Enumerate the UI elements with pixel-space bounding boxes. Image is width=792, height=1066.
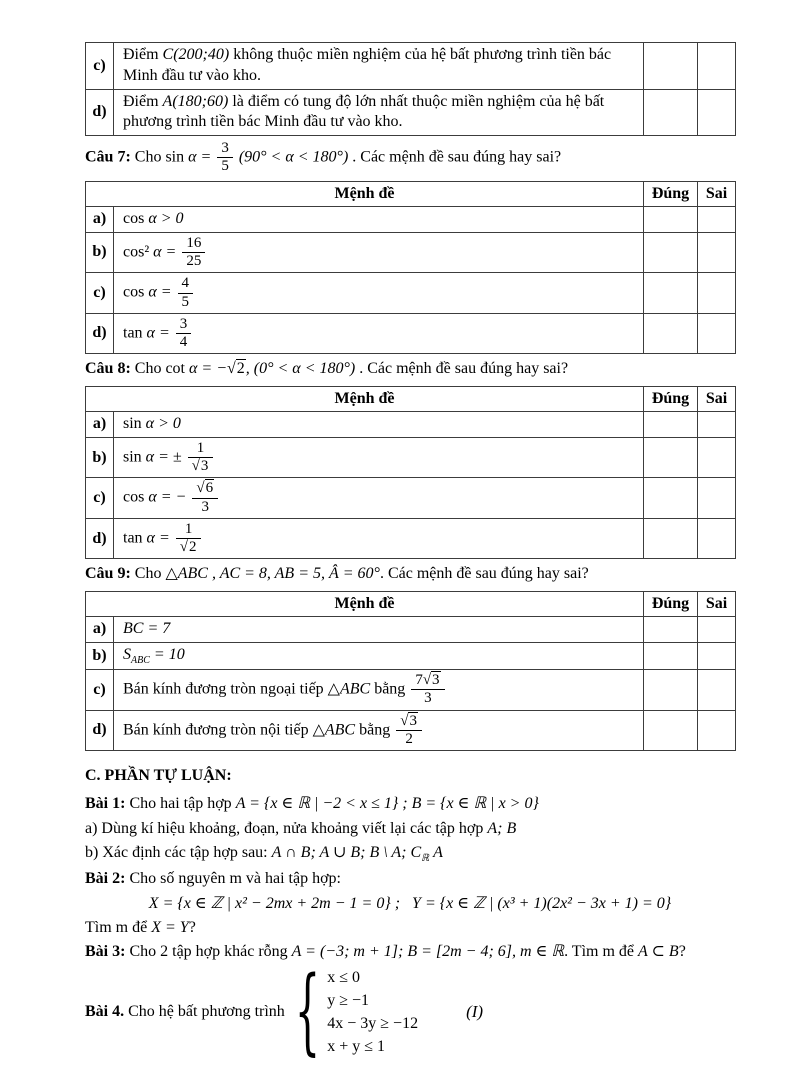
math-expression: X = Y: [151, 918, 189, 936]
statement-table-q7: [85, 181, 736, 355]
answer-cell-true: [644, 710, 698, 751]
sqrt-radicand: 2: [188, 539, 197, 556]
math-function: sin: [123, 448, 142, 466]
sqrt: [423, 671, 441, 688]
fraction: [176, 275, 196, 311]
statement-table-previous: [85, 42, 736, 136]
statement-header: Mệnh đề: [86, 386, 644, 411]
question-text: . Các mệnh đề sau đúng hay sai?: [352, 148, 562, 166]
math-expression: BC = 7: [123, 620, 171, 638]
statement-cell: [114, 617, 644, 643]
math-function: tan: [123, 324, 143, 342]
question-text: Cho: [134, 565, 162, 583]
math-function: tan: [123, 529, 143, 547]
statement-cell: [114, 710, 644, 751]
row-label: d): [86, 710, 114, 751]
problem-1-line: [85, 793, 735, 815]
statement-cell: [114, 207, 644, 233]
fraction: [180, 235, 207, 271]
table-row: [86, 89, 736, 136]
sqrt: [227, 359, 246, 377]
answer-cell-false: [698, 518, 736, 559]
table-row: [86, 412, 736, 438]
problem-number: Bài 2:: [85, 870, 126, 888]
answer-cell-false: [698, 313, 736, 354]
sqrt-radicand: 2: [236, 360, 245, 378]
answer-cell-false: [698, 207, 736, 233]
question-number: Câu 9:: [85, 565, 131, 583]
math-expression: A; B: [487, 819, 517, 837]
math-expression: α > 0: [148, 210, 184, 228]
fraction-numerator: 1: [188, 440, 214, 458]
problem-text: Cho số nguyên m và hai tập hợp:: [129, 870, 341, 888]
math-expression: α = −: [189, 360, 227, 378]
answer-cell-true: [644, 313, 698, 354]
row-label: b): [86, 437, 114, 478]
problem-3-line: [85, 941, 735, 963]
statement-cell: [114, 478, 644, 519]
false-header: Sai: [698, 181, 736, 206]
row-label: d): [86, 518, 114, 559]
statement-cell: [114, 437, 644, 478]
fraction-numerator: [411, 672, 444, 690]
statement-cell: [114, 273, 644, 314]
math-expression: C(200;40): [162, 46, 230, 63]
math-expression: Y = {x ∈ ℤ | (x³ + 1)(2x² − 3x + 1) = 0}: [412, 894, 672, 912]
system-brace: {: [294, 958, 321, 1066]
answer-cell-true: [644, 232, 698, 273]
statement-text: bằng: [374, 680, 406, 698]
row-label: c): [86, 670, 114, 711]
statement-header: Mệnh đề: [86, 591, 644, 616]
table-row: [86, 437, 736, 478]
statement-cell: [114, 313, 644, 354]
math-expression: △ABC , AC = 8, AB = 5, Â = 60°: [165, 565, 380, 583]
fraction: [190, 480, 220, 516]
math-expression: α > 0: [145, 415, 181, 433]
answer-cell-false: [698, 89, 736, 136]
fraction: [215, 140, 235, 176]
fraction-numerator: [192, 480, 218, 498]
fraction: [174, 521, 204, 557]
sqrt-radicand: 3: [432, 672, 440, 689]
system-line: x ≤ 0: [327, 968, 361, 986]
system-line: y ≥ −1: [327, 991, 370, 1009]
math-subscript: ABC: [131, 655, 150, 667]
problem-2-question: [85, 917, 735, 939]
problem-number: Bài 4.: [85, 1002, 125, 1020]
statement-text: Bán kính đương tròn nội tiếp: [123, 720, 309, 738]
fraction: [174, 316, 194, 352]
math-expression: (90° < α < 180°): [238, 148, 349, 166]
sqrt-radicand: 6: [205, 480, 214, 497]
table-row: [86, 670, 736, 711]
problem-2-line: [85, 868, 735, 890]
math-function: sin: [123, 415, 142, 433]
problem-4-line: [85, 958, 735, 1066]
table-row: [86, 710, 736, 751]
math-function: sin: [165, 148, 185, 166]
row-label: c): [86, 478, 114, 519]
problem-1-item-a: [85, 818, 735, 840]
answer-cell-false: [698, 412, 736, 438]
sqrt-radicand: 3: [200, 458, 209, 475]
fraction-denominator: 3: [201, 498, 209, 515]
answer-cell-false: [698, 643, 736, 670]
fraction-numerator: 4: [178, 275, 194, 293]
answer-cell-true: [644, 478, 698, 519]
math-function: cot: [165, 360, 185, 378]
answer-cell-true: [644, 617, 698, 643]
table-row: [86, 617, 736, 643]
math-expression: A ∩ B; A ∪ B; B \ A; C: [271, 844, 422, 862]
table-row: [86, 207, 736, 233]
math-expression: A = {x ∈ ℝ | −2 < x ≤ 1} ; B = {x ∈ ℝ | x > 0}: [235, 795, 539, 813]
statement-table-q9: [85, 591, 736, 751]
math-expression: △ABC: [327, 680, 371, 698]
answer-cell-true: [644, 670, 698, 711]
question-9-line: [85, 563, 735, 585]
system-label: (I): [466, 1002, 484, 1022]
statement-text: bằng: [359, 720, 391, 738]
question-7-line: [85, 140, 735, 176]
statement-table-q8: [85, 386, 736, 560]
fraction-numerator: 1: [176, 521, 202, 539]
system-lines: [327, 966, 418, 1059]
statement-text: Bán kính đương tròn ngoại tiếp: [123, 680, 324, 698]
row-label: d): [86, 313, 114, 354]
answer-cell-true: [644, 89, 698, 136]
problem-text: ?: [678, 943, 686, 961]
false-header: Sai: [698, 591, 736, 616]
statement-cell: [114, 643, 644, 670]
row-label: d): [86, 89, 114, 136]
fraction-denominator: [176, 539, 202, 556]
fraction-numerator: [396, 713, 422, 731]
math-expression: α =: [148, 283, 172, 301]
answer-cell-false: [698, 617, 736, 643]
fraction: [409, 672, 446, 708]
problem-text: Cho hai tập hợp: [129, 795, 232, 813]
sqrt: [400, 712, 418, 729]
answer-cell-false: [698, 43, 736, 90]
fraction-denominator: 25: [186, 253, 202, 270]
true-header: Đúng: [644, 591, 698, 616]
fraction-denominator: 5: [181, 293, 190, 310]
math-expression: A = (−3; m + 1]; B = [2m − 4; 6], m ∈ ℝ: [291, 943, 565, 961]
problem-text: . Tìm m để: [564, 943, 635, 961]
statement-text: Điểm: [123, 92, 159, 110]
table-row: [86, 518, 736, 559]
fraction-numerator: 3: [217, 140, 233, 158]
false-header: Sai: [698, 386, 736, 411]
answer-cell-false: [698, 710, 736, 751]
answer-cell-true: [644, 207, 698, 233]
math-function: cos: [123, 283, 145, 301]
fraction: [186, 440, 216, 476]
answer-cell-true: [644, 273, 698, 314]
math-expression: , (0° < α < 180°): [245, 360, 356, 378]
table-row: [86, 273, 736, 314]
row-label: a): [86, 207, 114, 233]
question-number: Câu 7:: [85, 148, 131, 166]
math-expression: α =: [146, 324, 170, 342]
answer-cell-true: [644, 43, 698, 90]
true-header: Đúng: [644, 386, 698, 411]
statement-cell: [114, 89, 644, 136]
row-label: b): [86, 643, 114, 670]
statement-cell: [114, 670, 644, 711]
fraction-numerator: 3: [176, 316, 192, 334]
problem-2-equation: [85, 893, 735, 915]
row-label: c): [86, 273, 114, 314]
question-text: Cho: [134, 360, 162, 378]
row-label: a): [86, 412, 114, 438]
math-expression: α =: [146, 529, 170, 547]
math-expression: = 10: [153, 646, 185, 664]
row-label: a): [86, 617, 114, 643]
question-text: . Các mệnh đề sau đúng hay sai?: [359, 360, 569, 378]
table-row: [86, 643, 736, 670]
sqrt: [180, 538, 198, 555]
math-expression: S: [123, 646, 131, 664]
fraction-denominator: 5: [221, 158, 229, 175]
math-function: cos: [123, 210, 145, 228]
fraction-denominator: 2: [405, 730, 413, 747]
answer-cell-true: [644, 437, 698, 478]
statement-cell: [114, 518, 644, 559]
math-function: cos²: [123, 243, 150, 261]
table-row: [86, 43, 736, 90]
question-text: Cho: [134, 148, 162, 166]
fraction-denominator: [188, 458, 214, 475]
sqrt: [196, 479, 214, 496]
table-header-row: [86, 591, 736, 616]
system-line: 4x − 3y ≥ −12: [327, 1015, 419, 1033]
math-expression: △ABC: [312, 720, 356, 738]
answer-cell-false: [698, 437, 736, 478]
problem-text: Cho hệ bất phương trình: [128, 1002, 285, 1020]
math-function: cos: [123, 488, 145, 506]
system-line: x + y ≤ 1: [327, 1038, 386, 1056]
problem-text: ?: [188, 918, 196, 936]
item-text: b) Xác định các tập hợp sau:: [85, 844, 268, 862]
statement-text: Điểm: [123, 46, 159, 63]
table-row: [86, 313, 736, 354]
math-expression: A ⊂ B: [638, 943, 679, 961]
coefficient: 7: [415, 672, 423, 689]
problem-text: Tìm m để: [85, 918, 148, 936]
question-number: Câu 8:: [85, 360, 131, 378]
table-row: [86, 232, 736, 273]
answer-cell-true: [644, 518, 698, 559]
statement-text: không thuộc miền nghiệm của hệ bất phương trình tiền bác Minh đầu tư vào kho.: [123, 46, 612, 84]
problem-1-item-b: [85, 842, 735, 866]
question-8-line: [85, 358, 735, 380]
sqrt: [192, 457, 210, 474]
answer-cell-true: [644, 412, 698, 438]
fraction: [394, 713, 424, 749]
math-subscript: ℝ: [421, 853, 430, 865]
problem-number: Bài 3:: [85, 943, 126, 961]
statement-header: Mệnh đề: [86, 181, 644, 206]
true-header: Đúng: [644, 181, 698, 206]
answer-cell-false: [698, 232, 736, 273]
math-expression: α =: [153, 243, 177, 261]
table-header-row: [86, 181, 736, 206]
fraction-denominator: 4: [179, 334, 188, 351]
inequality-system: [294, 958, 419, 1066]
fraction-denominator: 3: [424, 690, 432, 707]
statement-text: là điểm có tung độ lớn nhất thuộc miền nghiệm của hệ bất phương trình tiền bác Minh đầu tư vào kho.: [123, 92, 605, 131]
math-expression: α = −: [148, 488, 187, 506]
table-header-row: [86, 386, 736, 411]
math-expression: α = ±: [145, 448, 182, 466]
statement-cell: [114, 412, 644, 438]
sqrt-radicand: 3: [409, 712, 417, 729]
math-expression: A: [433, 844, 443, 862]
section-heading: C. PHẦN TỰ LUẬN:: [85, 767, 232, 785]
statement-cell: [114, 43, 644, 90]
question-text: . Các mệnh đề sau đúng hay sai?: [379, 565, 589, 583]
answer-cell-false: [698, 273, 736, 314]
problem-number: Bài 1:: [85, 795, 126, 813]
answer-cell-true: [644, 643, 698, 670]
item-text: a) Dùng kí hiệu khoảng, đoạn, nửa khoảng viết lại các tập hợp: [85, 819, 484, 837]
math-expression: X = {x ∈ ℤ | x² − 2mx + 2m − 1 = 0} ;: [148, 894, 401, 912]
problem-text: Cho 2 tập hợp khác rỗng: [129, 943, 288, 961]
row-label: c): [86, 43, 114, 90]
answer-cell-false: [698, 478, 736, 519]
statement-cell: [114, 232, 644, 273]
row-label: b): [86, 232, 114, 273]
fraction-numerator: 16: [182, 235, 205, 253]
answer-cell-false: [698, 670, 736, 711]
math-expression: A(180;60): [162, 92, 229, 110]
table-row: [86, 478, 736, 519]
math-expression: α =: [188, 148, 212, 166]
